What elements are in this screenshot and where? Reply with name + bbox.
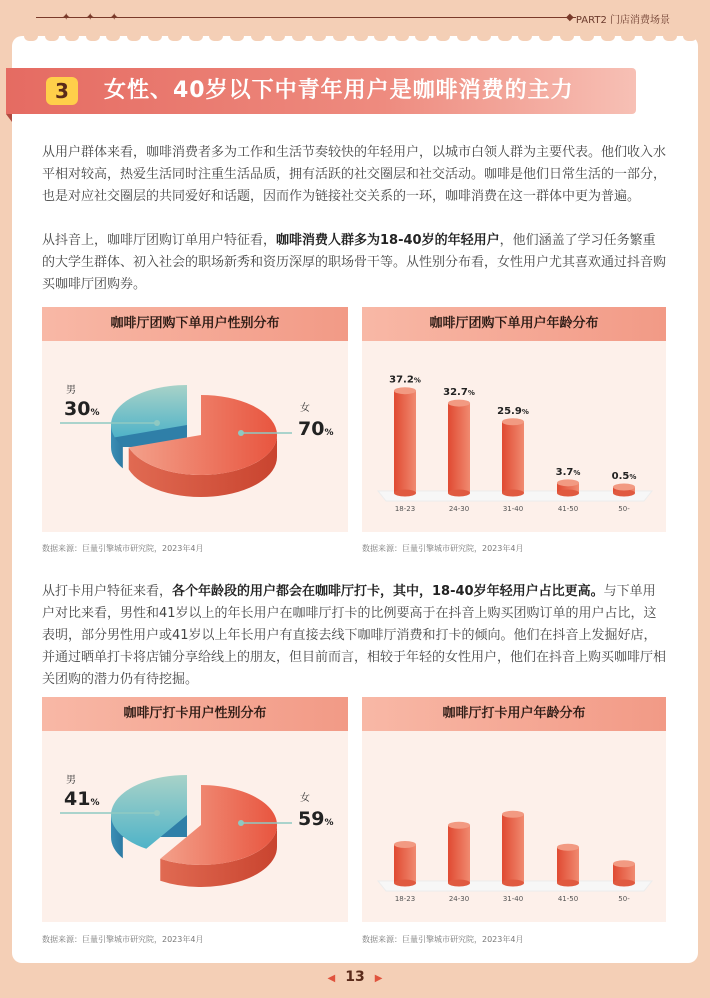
bar-body — [394, 845, 416, 884]
source-note: 数据来源：巨量引擎城市研究院，2023年4月 — [42, 935, 204, 944]
source-note: 数据来源：巨量引擎城市研究院，2023年4月 — [362, 544, 524, 553]
data-label: 0.5% — [611, 471, 637, 482]
chart-title: 咖啡厅打卡用户性别分布 — [42, 697, 348, 731]
bar-top — [557, 844, 579, 851]
bar-top — [613, 484, 635, 491]
chart-panel-checkin-gender — [42, 697, 348, 922]
tick-label: 41-50 — [557, 895, 579, 903]
section-banner — [6, 68, 636, 114]
bar-50- — [613, 860, 635, 886]
data-label: 25.9% — [497, 405, 529, 417]
bar-41-50 — [557, 479, 579, 496]
leader-dot-female — [238, 430, 244, 436]
bar-top — [502, 418, 524, 425]
tick-label: 50- — [618, 505, 630, 513]
diamond-icon: ✦ — [110, 12, 119, 23]
binder-holes — [12, 31, 698, 41]
bar-top — [502, 811, 524, 818]
chart-title: 咖啡厅团购下单用户年龄分布 — [362, 307, 666, 341]
data-label-unit: % — [413, 376, 421, 385]
section-number: 3 — [46, 77, 78, 105]
bar-50- — [613, 484, 635, 497]
value-unit-male: % — [90, 798, 100, 808]
leader-dot-male — [154, 420, 160, 426]
bar-body — [394, 391, 416, 493]
tick-label: 18-23 — [394, 505, 416, 513]
bar-base — [557, 490, 579, 497]
bar-24-30 — [448, 400, 470, 497]
bar-top — [448, 400, 470, 407]
data-label-unit: % — [521, 407, 529, 416]
bar-top — [448, 822, 470, 829]
data-label-unit: % — [573, 468, 581, 477]
tick-label: 31-40 — [502, 505, 524, 513]
value-unit-male: % — [90, 408, 100, 418]
bar-base — [557, 880, 579, 887]
bar-base — [394, 490, 416, 497]
diamond-icon: ◆ — [566, 12, 574, 23]
next-page-icon[interactable]: ▶ — [374, 973, 383, 984]
bar-chart-checkin-age — [362, 731, 666, 922]
bar-top — [557, 479, 579, 486]
tick-label: 24-30 — [448, 895, 470, 903]
legend-label-male: 男 — [66, 775, 76, 786]
bar-base — [448, 880, 470, 887]
bar-base — [502, 880, 524, 887]
bar-top — [613, 860, 635, 867]
bar-base — [613, 880, 635, 887]
leader-dot-male — [154, 810, 160, 816]
prev-page-icon[interactable]: ◀ — [327, 973, 336, 984]
data-label: 3.7% — [555, 466, 581, 478]
bar-body — [557, 847, 579, 883]
value-unit-female: % — [324, 428, 334, 438]
tick-label: 50- — [618, 895, 630, 903]
diamond-icon: ✦ — [62, 12, 71, 23]
value-unit-female: % — [324, 818, 334, 828]
bar-chart-order-age — [362, 341, 666, 532]
page-footer — [0, 969, 710, 985]
bar-base — [613, 490, 635, 497]
paragraph-1: 从用户群体来看，咖啡消费者多为工作和生活节奏较快的年轻用户，以城市白领人群为主要代表。他们收入水平相对较高，热爱生活同时注重生活品质，拥有活跃的社交圈层和社交活动。咖啡是他们日常生活的一部分，也是对应社交圈层的共同爱好和话题，因而作为链接社交关系的一环，咖啡消费在这一群体中更为普遍。 — [42, 145, 667, 204]
bar-base — [502, 490, 524, 497]
data-label: 32.7% — [443, 387, 475, 399]
bar-body — [448, 403, 470, 493]
bar-41-50 — [557, 844, 579, 887]
pie-chart-order-gender — [42, 341, 348, 532]
data-label-unit: % — [629, 473, 637, 481]
value-label-male: 30% — [64, 398, 100, 420]
legend-label-female: 女 — [300, 793, 310, 804]
bar-body — [502, 814, 524, 883]
section-title: 女性、40岁以下中青年用户是咖啡消费的主力 — [104, 78, 574, 103]
paragraph-2: 从抖音上，咖啡厅团购订单用户特征看，咖啡消费人群多为18-40岁的年轻用户，他们涵盖了学习任务繁重的大学生群体、初入社会的职场新秀和资历深厚的职场骨干等。从性别分布看，女性用户尤其喜欢通过抖音购买咖啡厅团购券。 — [42, 233, 667, 292]
bar-body — [502, 422, 524, 493]
leader-dot-female — [238, 820, 244, 826]
pie-chart-checkin-gender — [42, 731, 348, 922]
tick-label: 18-23 — [394, 895, 416, 903]
tick-label: 24-30 — [448, 505, 470, 513]
data-label: 37.2% — [389, 374, 421, 386]
chart-title: 咖啡厅打卡用户年龄分布 — [362, 697, 666, 731]
legend-label-male: 男 — [66, 385, 76, 396]
bar-top — [394, 841, 416, 848]
legend-label-female: 女 — [300, 403, 310, 414]
bar-31-40 — [502, 811, 524, 887]
chart-panel-order-age — [362, 307, 666, 532]
value-label-female: 70% — [298, 418, 334, 440]
bar-body — [448, 825, 470, 883]
value-label-female: 59% — [298, 808, 334, 830]
tick-label: 41-50 — [557, 505, 579, 513]
bar-18-23 — [394, 841, 416, 887]
bar-base — [394, 880, 416, 887]
source-note: 数据来源：巨量引擎城市研究院，2023年4月 — [362, 935, 524, 944]
source-note: 数据来源：巨量引擎城市研究院，2023年4月 — [42, 544, 204, 553]
diamond-icon: ✦ — [86, 12, 95, 23]
part-label: PART2 门店消费场景 — [575, 15, 670, 26]
bar-18-23 — [394, 387, 416, 496]
chart-panel-order-gender — [42, 307, 348, 532]
bar-top — [394, 387, 416, 394]
page-number: 13 — [345, 969, 365, 985]
bar-24-30 — [448, 822, 470, 887]
bar-base — [448, 490, 470, 497]
tick-label: 31-40 — [502, 895, 524, 903]
data-label-unit: % — [467, 389, 475, 398]
chart-panel-checkin-age — [362, 697, 666, 922]
chart-title: 咖啡厅团购下单用户性别分布 — [42, 307, 348, 341]
bar-31-40 — [502, 418, 524, 496]
value-label-male: 41% — [64, 788, 100, 810]
paragraph-3: 从打卡用户特征来看，各个年龄段的用户都会在咖啡厅打卡，其中，18-40岁年轻用户占比更高。与下单用户对比来看，男性和41岁以上的年长用户在咖啡厅打卡的比例要高于在抖音上购买团购订单的用户占比，这表明，部分男性用户或41岁以上年长用户有直接去线下咖啡厅消费和打卡的倾向。他们在抖音上发掘好店，并通过晒单打卡将店铺分享给线上的朋友，但目前而言，相较于年轻的女性用户，他们在抖音上购买咖啡厅相关团购的潜力仍有待挖掘。 — [42, 584, 667, 687]
